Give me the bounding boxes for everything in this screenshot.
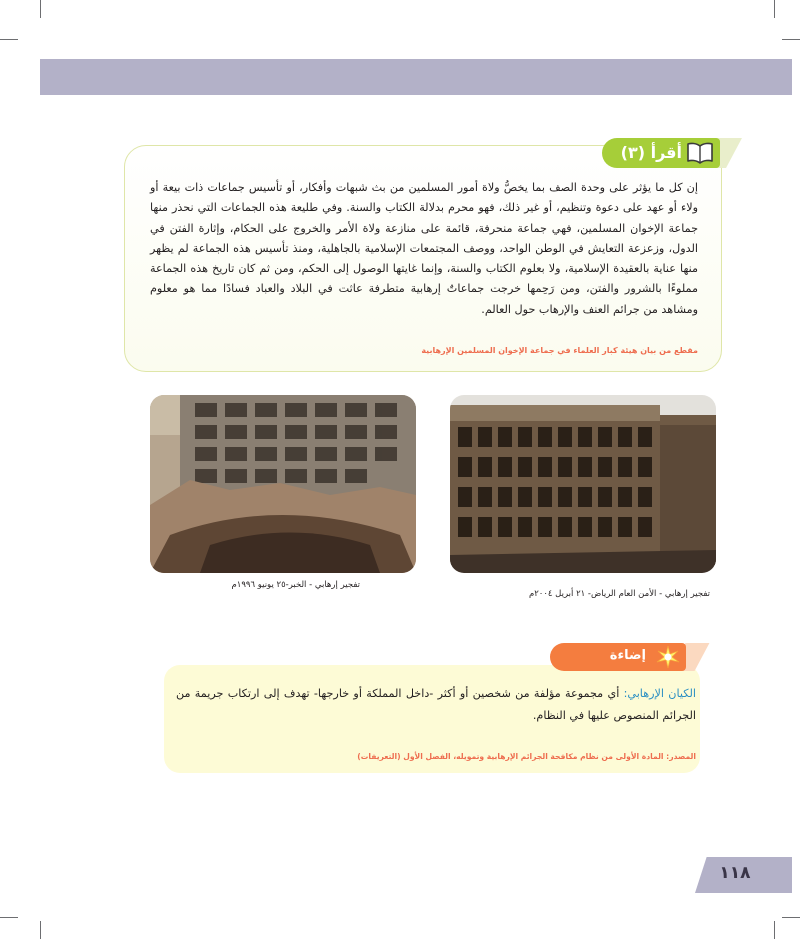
highlight-definition: أي مجموعة مؤلفة من شخصين أو أكثر -داخل المملكة أو خارجها- تهدف إلى ارتكاب جريمة من الجرائم المنصوص عليها في النظام. (176, 687, 696, 722)
open-book-icon (686, 142, 714, 164)
crop-mark (774, 921, 775, 939)
crop-mark (40, 0, 41, 18)
sparkle-icon (656, 645, 680, 669)
highlight-paragraph (176, 683, 696, 727)
highlight-source: المصدر: المادة الأولى من نظام مكافحة الجرائم الإرهابية وتمويله، الفصل الأول (التعريفات) (357, 752, 696, 761)
crop-mark (40, 921, 41, 939)
page-number: ١١٨ (719, 863, 751, 883)
photo-caption-right: تفجير إرهابي - الأمن العام الرياض- ٢١ أبريل ٢٠٠٤م (528, 589, 710, 599)
read-box-tab (606, 135, 734, 171)
crop-mark (0, 917, 18, 918)
read-box-paragraph: إن كل ما يؤثر على وحدة الصف بما يخصُّ ولاة أمور المسلمين من بث شبهات وأفكار، أو تأسيس جماعات ذات بيعة أو ولاء أو عهد على دعوة وتنظيم، أو غير ذلك، فهو محرم بدلالة الكتاب والسنة. وفي طليعة هذه الجماعات التي نحذر منها جماعة الإخوان المسلمين، فهي جماعة منحرفة، قائمة على منازعة ولاة الأمر والخروج على الحكام، وإثارة الفتن في الدول، وزعزعة التعايش في الوطن الواحد، ووصف المجتمعات الإسلامية بالجاهلية، ومنذ تأسيس هذه الجماعة لم يظهر منها عناية بالعقيدة الإسلامية، ولا بعلوم الكتاب والسنة، وإنما غايتها الوصول إلى الحكم، ومن ثم كان تاريخ هذه الجماعة مملوءًا بالشرور والفتن، ومن رَحِمها خرجت جماعاتٌ إرهابية متطرفة عاثت في البلاد والعباد فسادًا مما هو معلوم ومشاهد من جرائم العنف والإرهاب حول العالم. (150, 181, 698, 316)
crop-mark (774, 0, 775, 18)
read-box-source: مقطع من بيان هيئة كبار العلماء في جماعة الإخوان المسلمين الإرهابية (421, 346, 698, 355)
read-box-title: أقرأ (٣) (620, 143, 682, 162)
header-band (40, 59, 792, 95)
photo-khobar-explosion (150, 395, 416, 573)
crop-mark (782, 39, 800, 40)
crop-mark (782, 917, 800, 918)
highlight-tab (554, 643, 702, 675)
highlight-term: الكيان الإرهابي: (623, 687, 696, 700)
highlight-title: إضاءة (609, 648, 646, 663)
crop-mark (0, 39, 18, 40)
photo-riyadh-explosion (450, 395, 716, 573)
photo-caption-left: تفجير إرهابي - الخبر-٢٥ يونيو ١٩٩٦م (231, 580, 360, 590)
